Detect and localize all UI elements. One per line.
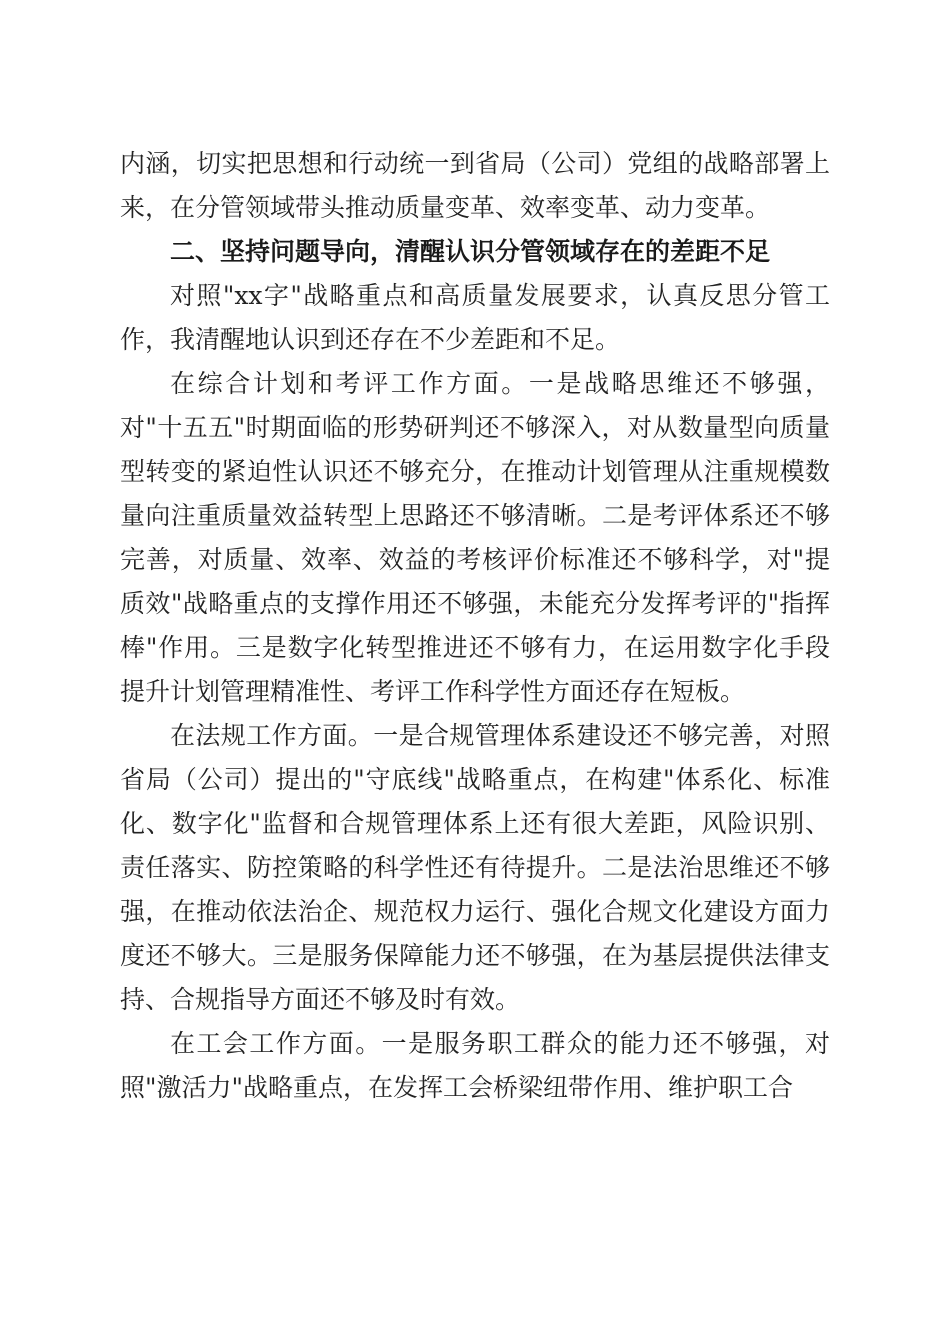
paragraph-continuation: 内涵，切实把思想和行动统一到省局（公司）党组的战略部署上来，在分管领域带头推动质量变革、效率变革、动力变革。 — [120, 149, 830, 222]
paragraph-planning-evaluation: 在综合计划和考评工作方面。一是战略思维还不够强，对"十五五"时期面临的形势研判还不够深入，对从数量型向质量型转变的紧迫性认识还不够充分，在推动计划管理从注重规模数量向注重质量效益转型上思路还不够清晰。二是考评体系还不够完善，对质量、效率、效益的考核评价标准还不够科学，对"提质效"战略重点的支撑作用还不够强，未能充分发挥考评的"指挥棒"作用。三是数字化转型推进还不够有力，在运用数字化手段提升计划管理精准性、考评工作科学性方面还存在短板。 — [120, 369, 830, 706]
document-body — [120, 142, 830, 1110]
paragraph-union-work: 在工会工作方面。一是服务职工群众的能力还不够强，对照"激活力"战略重点，在发挥工会桥梁纽带作用、维护职工合 — [120, 1029, 830, 1102]
paragraph-intro: 对照"xx字"战略重点和高质量发展要求，认真反思分管工作，我清醒地认识到还存在不少差距和不足。 — [120, 281, 830, 354]
section-heading-2: 二、坚持问题导向，清醒认识分管领域存在的差距不足 — [170, 237, 771, 266]
paragraph-legal-work: 在法规工作方面。一是合规管理体系建设还不够完善，对照省局（公司）提出的"守底线"战略重点，在构建"体系化、标准化、数字化"监督和合规管理体系上还有很大差距，风险识别、责任落实、防控策略的科学性还有待提升。二是法治思维还不够强，在推动依法治企、规范权力运行、强化合规文化建设方面力度还不够大。三是服务保障能力还不够强，在为基层提供法律支持、合规指导方面还不够及时有效。 — [120, 721, 830, 1014]
